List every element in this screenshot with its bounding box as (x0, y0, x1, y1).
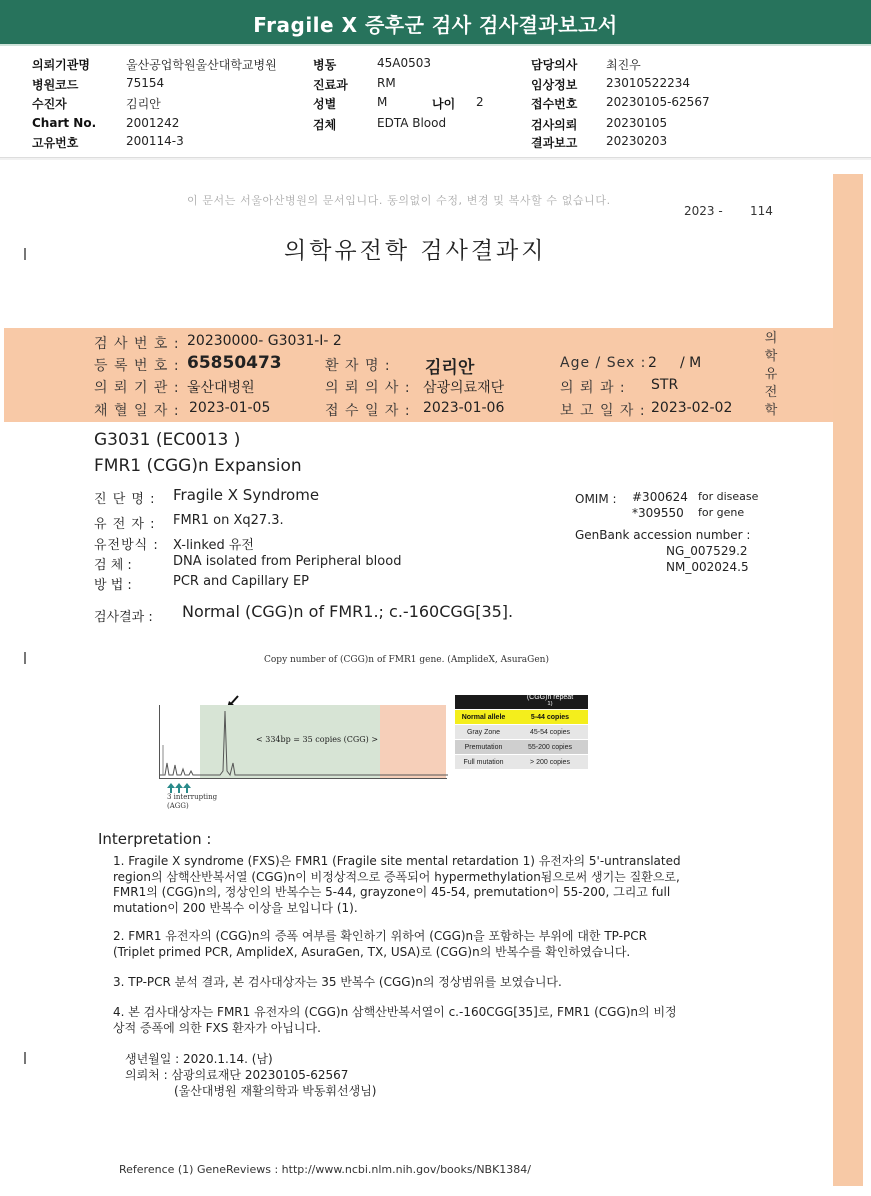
meta-row (0, 134, 871, 153)
meta-value: RM (377, 76, 396, 90)
meta-key: 검사의뢰 (531, 118, 578, 132)
test-no-label: 검 사 번 호 : (94, 336, 180, 352)
cgg-table-row: Premutation 55-200 copies (455, 740, 588, 755)
meta-value: 75154 (126, 76, 165, 90)
gene-test-name: FMR1 (CGG)n Expansion (94, 456, 302, 476)
report-date: 2023-02-02 (651, 400, 733, 416)
cgg-table-row: Gray Zone 45-54 copies (455, 725, 588, 740)
genbank-id: NM_002024.5 (666, 560, 749, 574)
result-label: 검사결과 : (94, 610, 153, 625)
meta-value: 울산공업학원울산대학교병원 (126, 58, 277, 72)
interpretation-paragraph: 3. TP-PCR 분석 결과, 본 검사대상자는 35 반복수 (CGG)n의 정상범위를 보였습니다. (113, 975, 562, 989)
receive-date-label: 접 수 일 자 : (325, 403, 411, 419)
meta-row (0, 76, 871, 95)
copyright-notice: 이 문서는 서울아산병원의 문서입니다. 동의없이 수정, 변경 및 복사할 수 없습니다. (187, 194, 611, 207)
detail-key: 방 법 : (94, 578, 132, 593)
meta-value: 2001242 (126, 116, 180, 130)
diagnosis: Fragile X Syndrome (173, 486, 320, 504)
institution-label: 의 뢰 기 관 : (94, 380, 180, 396)
meta-key: 고유번호 (32, 136, 79, 150)
meta-key: 병동 (313, 58, 337, 72)
figure-caption: Copy number of (CGG)n of FMR1 gene. (AmplideX, AsuraGen) (264, 655, 549, 665)
age: 2 (648, 355, 657, 371)
meta-key: 결과보고 (531, 136, 578, 150)
detail-key: 진 단 명 : (94, 492, 156, 507)
birth-date: 생년월일 : 2020.1.14. (남) (125, 1052, 273, 1066)
meta-value: 45A0503 (377, 56, 432, 70)
meta-key: 병원코드 (32, 78, 79, 92)
patient-label: 환 자 명 : (325, 358, 391, 374)
age-key: 나이 (432, 97, 456, 111)
sheet-title: 의학유전학 검사결과지 (284, 238, 547, 264)
punch-mark (24, 652, 26, 664)
meta-key: 진료과 (313, 78, 348, 92)
doctor-label: 의 뢰 의 사 : (325, 380, 411, 396)
reg-no-label: 등 록 번 호 : (94, 358, 180, 374)
genbank-label: GenBank accession number : (575, 528, 751, 542)
electropherogram (159, 705, 447, 779)
meta-key: 의뢰기관명 (32, 58, 90, 72)
collect-date-label: 채 혈 일 자 : (94, 403, 180, 419)
cgg-table-row: Full mutation > 200 copies (455, 755, 588, 770)
test-code: G3031 (EC0013 ) (94, 430, 241, 450)
meta-value: 20230105-62567 (606, 95, 710, 109)
doc-year: 2023 - (684, 204, 723, 218)
age-value: 2 (476, 95, 484, 109)
meta-key: 성별 (313, 97, 337, 111)
omim-disease-id: #300624 (632, 490, 688, 504)
test-no: 20230000- G3031-I- 2 (187, 333, 342, 349)
sheet-side-band (833, 174, 863, 1186)
detail-key: 유 전 자 : (94, 517, 156, 532)
up-arrows-icon (167, 783, 193, 793)
meta-key: 접수번호 (531, 97, 578, 111)
interpretation-paragraph: 1. Fragile X syndrome (FXS)은 FMR1 (Fragile site mental retardation 1) 유전자의 5'-untranslated region의 삼핵산반복서열 (CGG)n이 비정상적으로 증폭되어 hypermethylation됨으로써 생기는 질환으로, FMR1의 (CGG)n의, 정상인의 반복수는 5-44, grayzone이 45-54, premutation이 55-200, 그리고 full mutation이 200 반복수 이상을 보입니다 (1). (113, 854, 681, 915)
specimen: DNA isolated from Peripheral blood (173, 554, 402, 569)
meta-value: 20230203 (606, 134, 668, 148)
dept: STR (651, 377, 679, 393)
receive-date: 2023-01-06 (423, 400, 505, 416)
meta-key: 임상정보 (531, 78, 578, 92)
meta-value: 김리안 (126, 97, 161, 111)
meta-row (0, 116, 871, 135)
meta-value: EDTA Blood (377, 116, 447, 130)
gene: FMR1 on Xq27.3. (173, 513, 284, 528)
reg-no: 65850473 (187, 353, 282, 373)
interpretation-paragraph: 2. FMR1 유전자의 (CGG)n의 증폭 여부를 확인하기 위하여 (CGG)n을 포함하는 부위에 대한 TP-PCR (Triplet primed PCR, AmplideX, AsuraGen, TX, USA)로 (CGG)n의 반복수를 확인하였습니다. (113, 929, 647, 959)
meta-key: 검체 (313, 118, 337, 132)
doc-number: 114 (750, 204, 773, 218)
result-value: Normal (CGG)n of FMR1.; c.-160CGG[35]. (182, 602, 514, 621)
interruption-label: 3 interrupting (AGG) (167, 793, 218, 810)
sex: / M (680, 355, 702, 371)
meta-value: 20230105 (606, 116, 668, 130)
inheritance: X-linked 유전 (173, 538, 254, 553)
dept-label: 의 뢰 과 : (560, 380, 626, 396)
meta-row (0, 56, 871, 75)
omim-gene-id: *309550 (632, 506, 684, 520)
meta-key: 담당의사 (531, 58, 578, 72)
peak-label: < 334bp = 35 copies (CGG) > (256, 735, 379, 744)
omim-disease-note: for disease (698, 490, 759, 503)
age-sex-label: Age / Sex : (560, 355, 647, 371)
report-metadata (0, 46, 871, 158)
omim-label: OMIM : (575, 492, 617, 506)
detail-key: 검 체 : (94, 558, 132, 573)
omim-gene-note: for gene (698, 506, 745, 519)
collect-date: 2023-01-05 (189, 400, 271, 416)
meta-key: Chart No. (32, 116, 97, 130)
institution: 울산대병원 (187, 380, 255, 396)
cgg-table-header: (CGG)n repeat $^{1)}$ (455, 695, 588, 710)
detail-key: 유전방식 : (94, 538, 159, 553)
meta-value: 200114-3 (126, 134, 184, 148)
scanned-result-sheet (0, 160, 871, 1196)
report-title: Fragile X 증후군 검사 검사결과보고서 (0, 0, 871, 46)
meta-key: 수진자 (32, 97, 67, 111)
reference: Reference (1) GeneReviews : http://www.ncbi.nlm.nih.gov/books/NBK1384/ (119, 1163, 532, 1176)
patient-name: 김리안 (425, 358, 475, 378)
genbank-id: NG_007529.2 (666, 544, 748, 558)
method: PCR and Capillary EP (173, 574, 309, 589)
punch-mark (24, 248, 26, 260)
cgg-table-row: Normal allele 5-44 copies (455, 710, 588, 725)
meta-value: 최진우 (606, 58, 641, 72)
interpretation-paragraph: 4. 본 검사대상자는 FMR1 유전자의 (CGG)n 삼핵산반복서열이 c.-160CGG[35]로, FMR1 (CGG)n의 비정 상적 증폭에 의한 FXS 환자가 아닙니다. (113, 1005, 677, 1035)
punch-mark (24, 1052, 26, 1064)
requester-detail: (울산대병원 재활의학과 박동휘선생님) (174, 1084, 377, 1098)
doctor: 삼광의료재단 (423, 380, 505, 396)
meta-row (0, 95, 871, 114)
side-vertical-label: 의 학 유 전 학 (764, 331, 778, 418)
report-date-label: 보 고 일 자 : (560, 403, 646, 419)
cgg-repeat-table (455, 695, 588, 770)
interpretation-title: Interpretation : (98, 830, 212, 848)
requester: 의뢰처 : 삼광의료재단 20230105-62567 (125, 1068, 349, 1082)
meta-value: 23010522234 (606, 76, 690, 90)
meta-value: M (377, 95, 388, 109)
